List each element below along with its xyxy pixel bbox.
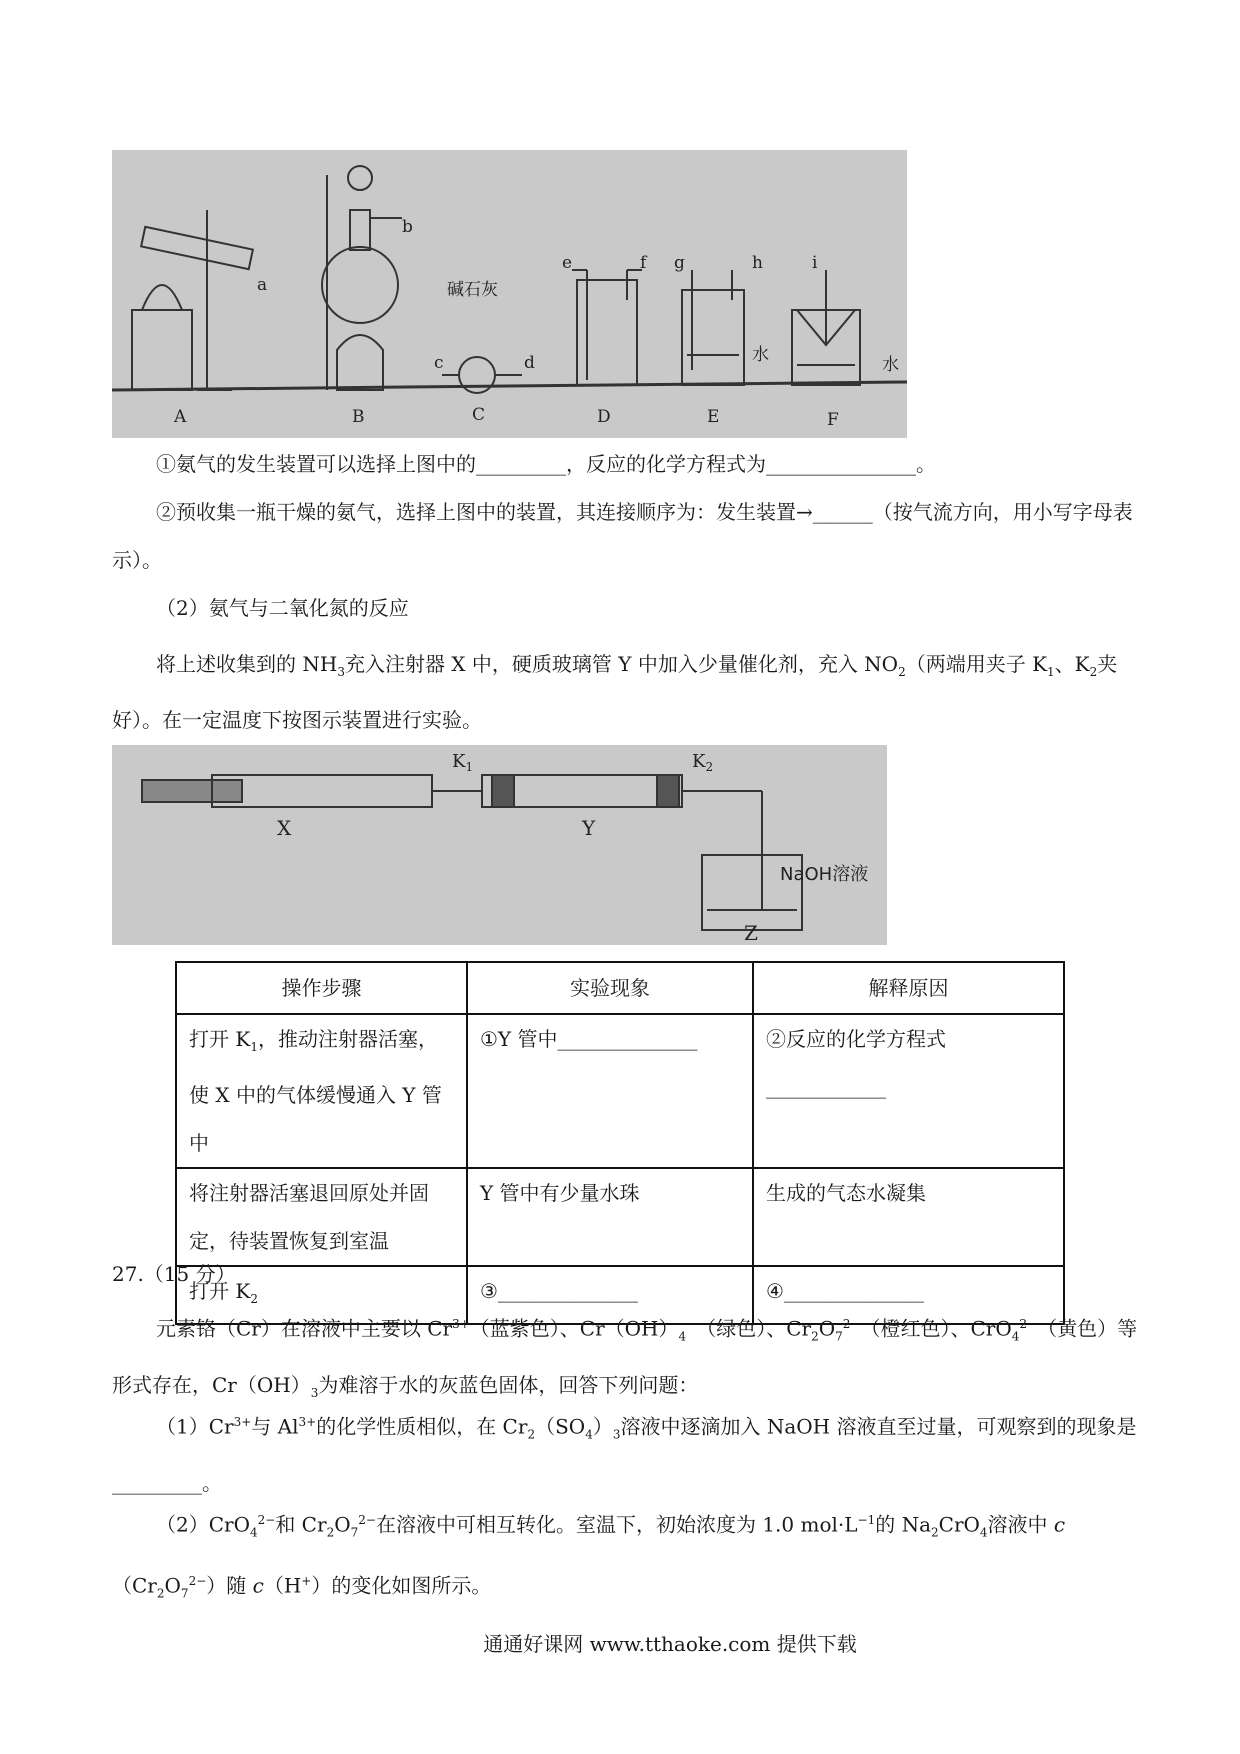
label-soda-lime: 碱石灰 <box>447 280 498 300</box>
label-D: D <box>597 407 611 427</box>
label-K2: $K_2$ <box>692 751 714 774</box>
question-27-1: $(1)Cr^{3+}$与 $Al^{3+}$的化学性质相似，在 $Cr_2(SO_4)_3$溶液中逐滴加入 NaOH 溶液直至过量，可观察到的现象是_________。 <box>112 1414 1137 1495</box>
label-f: f <box>640 253 647 273</box>
label-E: E <box>707 407 720 427</box>
apparatus-f <box>792 270 860 385</box>
header-phenomenon: 实验现象 <box>467 962 753 1014</box>
table-cell: 打开 $K_1$，推动注射器活塞，使 X 中的气体缓慢通入 Y 管中 <box>176 1014 467 1168</box>
apparatus-figure-2 <box>112 745 887 945</box>
header-steps: 操作步骤 <box>176 962 467 1014</box>
label-d: d <box>524 353 535 373</box>
label-c: c <box>434 353 444 373</box>
table-cell: ①Y 管中______________ <box>467 1014 753 1168</box>
table-cell: 打开 $K_2$ <box>176 1266 467 1324</box>
label-Z: Z <box>744 921 758 945</box>
table-cell: ③______________ <box>467 1266 753 1324</box>
table-cell: Y 管中有少量水珠 <box>467 1168 753 1266</box>
label-B: B <box>352 407 365 427</box>
question-2-description: 将上述收集到的 $NH_3$充入注射器 X 中，硬质玻璃管 Y 中加入少量催化剂，充入 $NO_2$（两端用夹子 $K_1$、$K_2$夹好）。在一定温度下按图示装置进行实验。 <box>112 652 1118 732</box>
apparatus-d <box>572 270 642 385</box>
label-a: a <box>257 275 268 295</box>
label-X: X <box>277 816 292 840</box>
apparatus-figure-1 <box>112 150 907 438</box>
label-g: g <box>674 253 685 273</box>
label-h: h <box>752 253 763 273</box>
label-e: e <box>562 253 573 273</box>
label-water-f: 水 <box>882 355 899 375</box>
apparatus-e <box>682 270 744 385</box>
question-27-intro: 元素铬（Cr）在溶液中主要以 $Cr^{3+}$（蓝紫色）、$Cr(OH)_4^-$（绿色）、$Cr_2O_7^{2-}$（橙红色）、CrO$_4^{2-}$（黄色）等形式存在，$Cr(OH)_3$为难溶于水的灰蓝色固体，回答下列问题： <box>112 1316 1138 1400</box>
label-i: i <box>812 253 818 273</box>
table-cell: 将注射器活塞退回原处并固定，待装置恢复到室温 <box>176 1168 467 1266</box>
label-Y: Y <box>582 816 596 840</box>
question-1-2: ②预收集一瓶干燥的氨气，选择上图中的装置，其连接顺序为：发生装置→______（按气流方向，用小写字母表示）。 <box>112 500 1133 572</box>
label-K1: $K_1$ <box>452 751 474 774</box>
apparatus-b <box>322 166 402 390</box>
question-2-title: （2）氨气与二氧化氮的反应 <box>156 596 409 620</box>
label-b: b <box>402 217 413 237</box>
label-C: C <box>472 405 486 425</box>
question-27-2: （2）CrO$_4^{2-}$和 $Cr_2O_7^{2-}$在溶液中可相互转化。室温下，初始浓度为 1.0 $mol\cdot L^{-1}$的 $Na_2CrO_4$溶液中 $c(Cr_2O_7^{2-})$随 c（H+）的变化如图所示。 <box>112 1512 1066 1601</box>
apparatus-a <box>132 210 253 390</box>
table-cell: 生成的气态水凝集 <box>753 1168 1064 1266</box>
table-cell: ④______________ <box>753 1266 1064 1324</box>
table-cell: ②反应的化学方程式 ____________ <box>753 1014 1064 1168</box>
label-water-e: 水 <box>752 345 769 365</box>
question-1-1: ①氨气的发生装置可以选择上图中的_________，反应的化学方程式为_______________。 <box>156 452 936 476</box>
label-naoh: NaOH溶液 <box>780 864 869 885</box>
question-27-title: 27.（15 分） <box>112 1262 236 1286</box>
footer: 通通好课网 www.tthaoke.com 提供下载 <box>483 1632 857 1656</box>
label-A: A <box>174 407 187 427</box>
header-reason: 解释原因 <box>753 962 1064 1014</box>
label-F: F <box>827 410 839 430</box>
